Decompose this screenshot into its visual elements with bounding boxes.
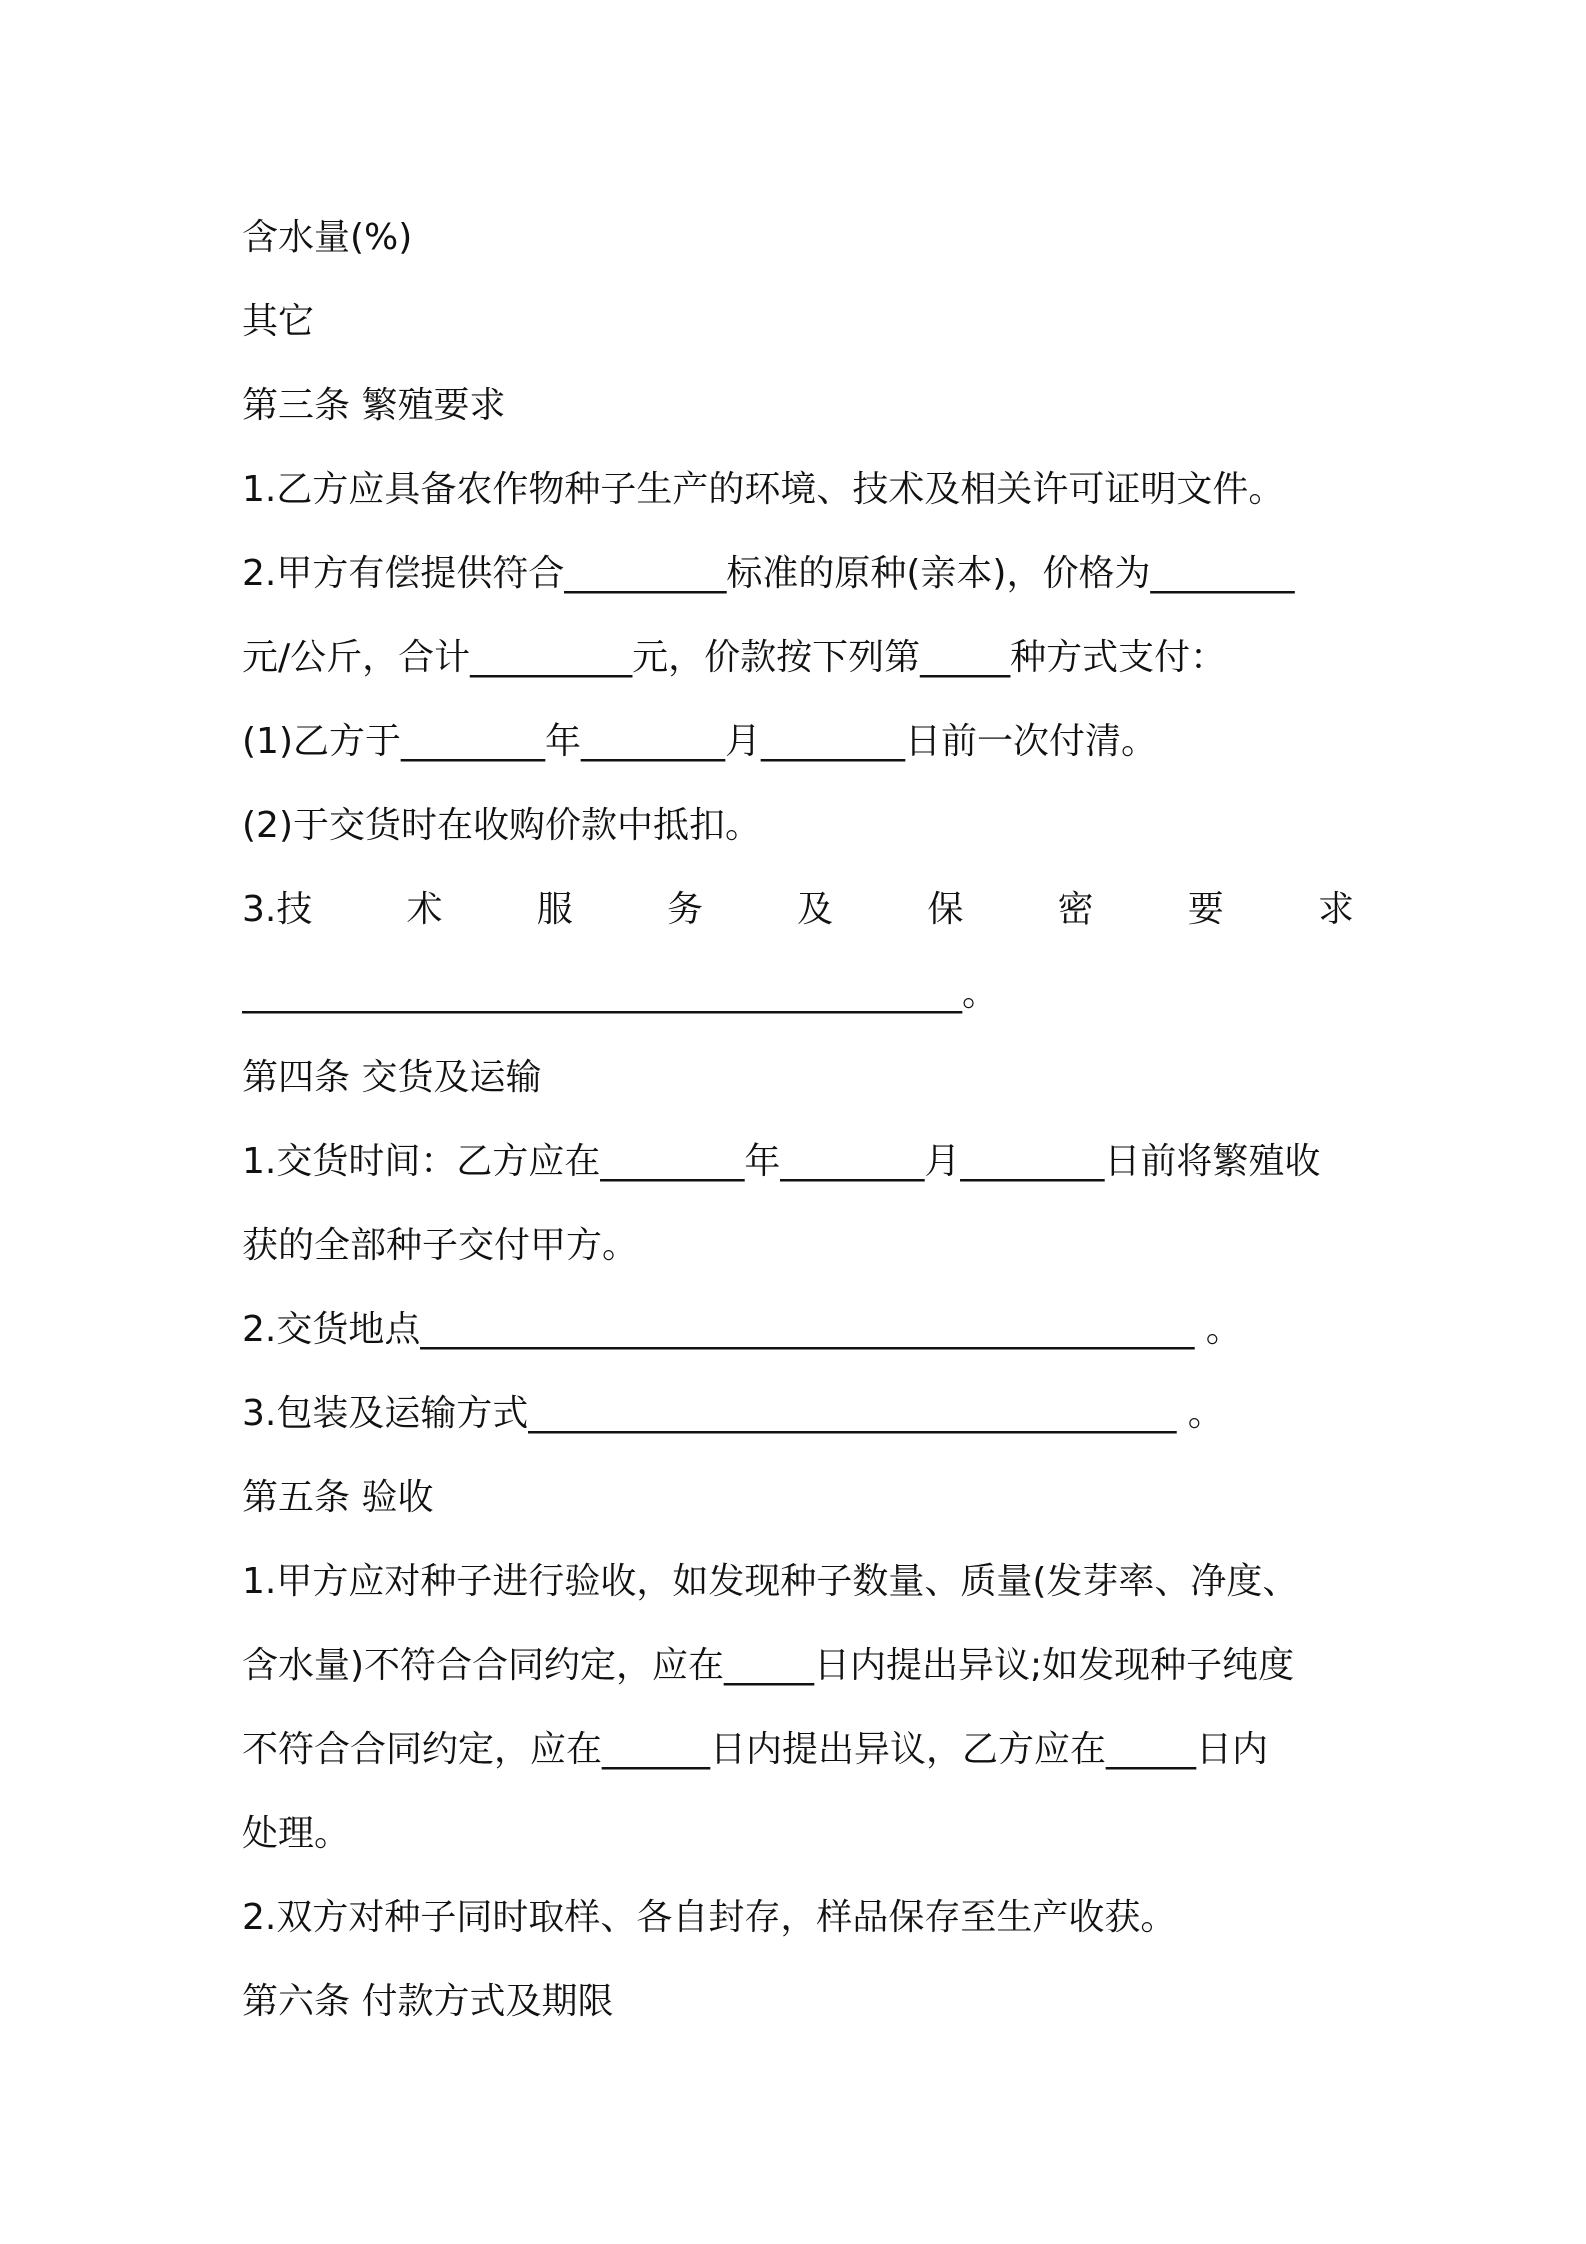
text-line: 2.双方对种子同时取样、各自封存，样品保存至生产收获。 [242, 1897, 1177, 1938]
text-line: (1)乙方于________年________月________日前一次付清。 [242, 721, 1157, 762]
spread-char: 3.技 [242, 889, 313, 930]
text-line: 1.交货时间：乙方应在________年________月________日前将繁殖收 [242, 1141, 1321, 1182]
section-heading: 第四条 交货及运输 [242, 1057, 542, 1098]
spread-char: 服 [536, 889, 573, 930]
spread-char: 术 [406, 889, 443, 930]
spread-char: 保 [927, 889, 964, 930]
text-line: 含水量)不符合合同约定，应在_____日内提出异议;如发现种子纯度 [242, 1645, 1295, 1686]
text-line: 3.包装及运输方式____________________________________ 。 [242, 1393, 1224, 1434]
text-line: 处理。 [242, 1813, 351, 1854]
text-line: 其它 [242, 301, 315, 342]
text-line: 含水量(%) [242, 217, 413, 258]
spread-char: 务 [666, 889, 703, 930]
text-line: 1.甲方应对种子进行验收，如发现种子数量、质量(发芽率、净度、 [242, 1561, 1299, 1602]
text-line: 2.甲方有偿提供符合_________标准的原种(亲本)，价格为________ [242, 553, 1295, 594]
text-line: 元/公斤，合计_________元，价款按下列第_____种方式支付： [242, 637, 1227, 678]
text-line: (2)于交货时在收购价款中抵扣。 [242, 805, 761, 846]
spread-char: 要 [1187, 889, 1224, 930]
section-heading: 第五条 验收 [242, 1477, 434, 1518]
spread-char: 及 [797, 889, 834, 930]
spread-char: 求 [1317, 889, 1354, 930]
text-line: 1.乙方应具备农作物种子生产的环境、技术及相关许可证明文件。 [242, 469, 1285, 510]
text-line: 不符合合同约定，应在______日内提出异议，乙方应在_____日内 [242, 1729, 1269, 1770]
spread-char: 密 [1057, 889, 1094, 930]
justified-text-line [242, 868, 1354, 952]
section-heading: 第六条 付款方式及期限 [242, 1981, 614, 2022]
text-line: ________________________________________。 [242, 973, 998, 1014]
section-heading: 第三条 繁殖要求 [242, 385, 506, 426]
document-body [242, 196, 1354, 2044]
text-line: 2.交货地点___________________________________________ 。 [242, 1309, 1242, 1350]
text-line: 获的全部种子交付甲方。 [242, 1225, 639, 1266]
